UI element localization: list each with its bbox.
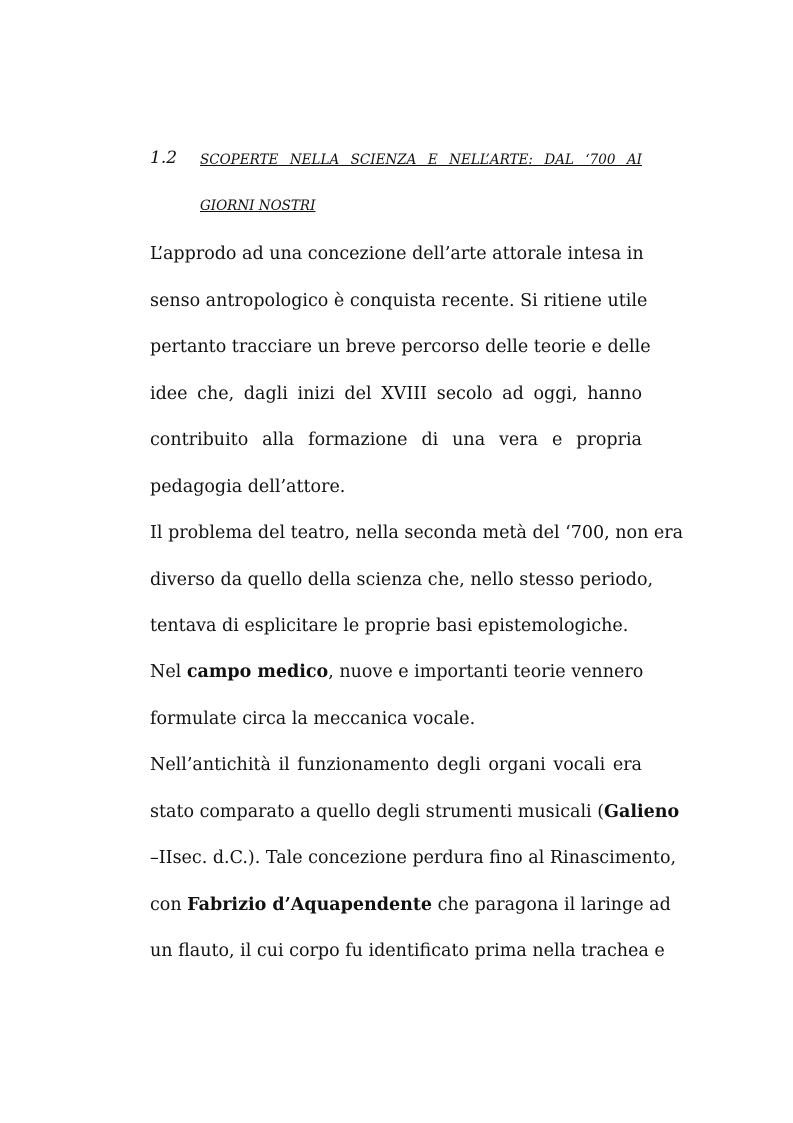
paragraph-2-line-1: Il problema del teatro, nella seconda metà del ‘700, non era [150,523,684,543]
emphasis-fabrizio: Fabrizio d’Aquapendente [187,895,433,915]
paragraph-4-line-3: –IIsec. d.C.). Tale concezione perdura fino al Rinascimento, [150,848,677,868]
paragraph-1-line-1: L’approdo ad una concezione dell’arte attorale intesa in [150,244,644,264]
text-segment: con [150,895,188,915]
paragraph-3-line-2: formulate circa la meccanica vocale. [150,709,476,729]
emphasis-galieno: Galieno [604,802,680,822]
paragraph-2-line-3: tentava di esplicitare le proprie basi epistemologiche. [150,616,629,636]
paragraph-1-line-4: idee che, dagli inizi del XVIII secolo ad oggi, hanno [150,384,642,404]
paragraph-4-line-5: un flauto, il cui corpo fu identificato prima nella trachea e [150,941,665,961]
paragraph-3-line-1 [150,661,642,683]
paragraph-1-line-5: contribuito alla formazione di una vera e propria [150,430,642,450]
paragraph-1-line-2: senso antropologico è conquista recente. Si ritiene utile [150,291,648,311]
paragraph-2-line-2: diverso da quello della scienza che, nello stesso periodo, [150,570,654,590]
paragraph-4-line-1: Nell’antichità il funzionamento degli organi vocali era [150,755,642,775]
text-segment: Nel [150,662,187,682]
paragraph-1-line-3: pertanto tracciare un breve percorso delle teorie e delle [150,337,651,357]
paragraph-4-line-4 [150,894,671,916]
text-segment: stato comparato a quello degli strumenti musicali ( [150,802,605,822]
paragraph-4-line-2 [150,801,680,823]
paragraph-1-line-6: pedagogia dell’attore. [150,477,346,497]
text-segment: che paragona il laringe ad [432,895,671,915]
section-title-line-2: GIORNI NOSTRI [200,198,316,214]
emphasis-campo-medico: campo medico [186,662,329,682]
section-title-line-1: SCOPERTE NELLA SCIENZA E NELL’ARTE: DAL ‘700 AI [200,152,642,168]
section-number: 1.2 [150,148,178,168]
text-segment: , nuove e importanti teorie vennero [328,662,644,682]
